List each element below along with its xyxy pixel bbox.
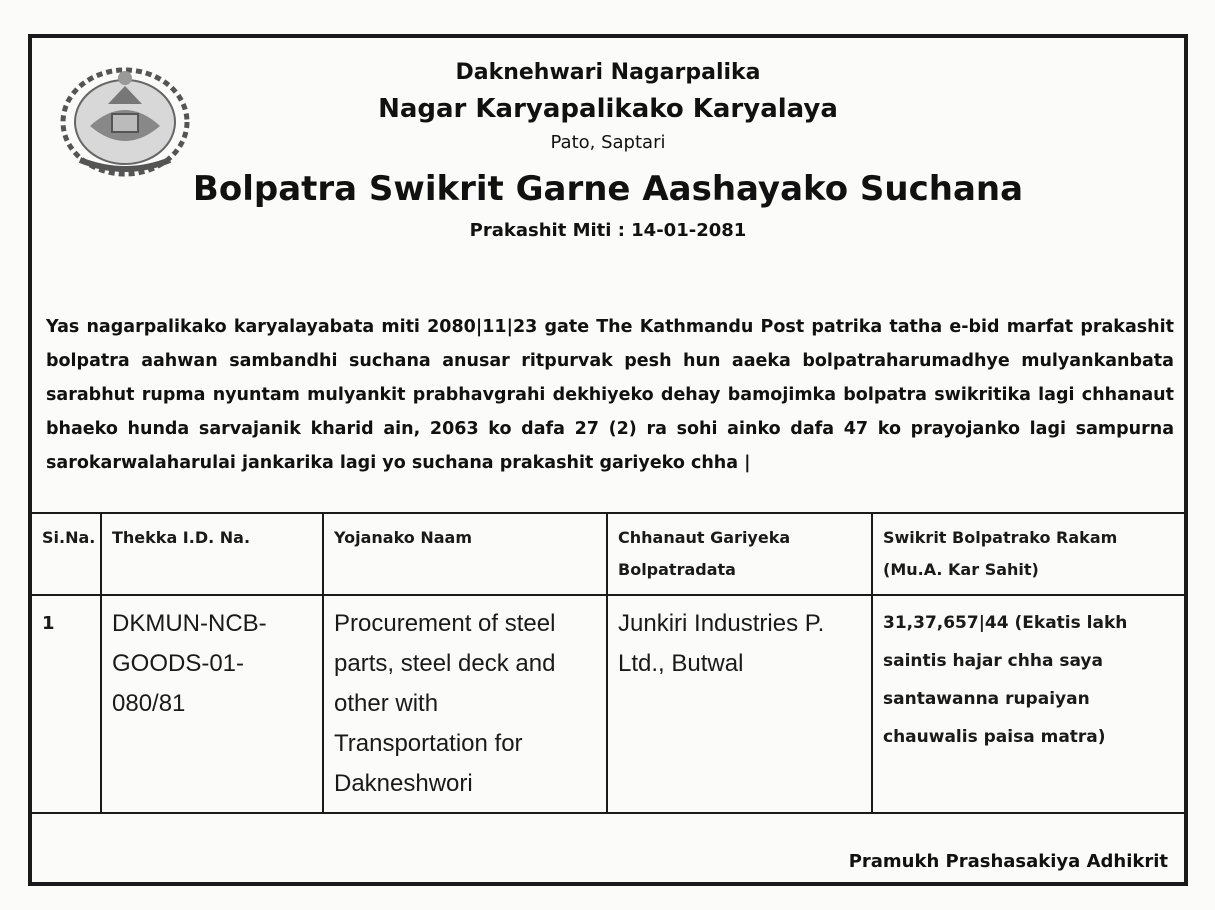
column-header-serial: Si.Na. [31,513,101,595]
cell-amount: 31,37,657|44 (Ekatis lakh saintis hajar chha saya santawanna rupaiyan chauwalis paisa matra) [872,595,1188,813]
office-subtitle: Nagar Karyapalikako Karyalaya [378,94,838,124]
notice-header [32,56,1184,244]
cell-project-name: Procurement of steel parts, steel deck and other with Transportation for Dakneshwori [323,595,607,813]
column-header-bidder: Chhanaut Gariyeka Bolpatradata [607,513,872,595]
cell-bidder: Junkiri Industries P. Ltd., Butwal [607,595,872,813]
award-table [30,512,1188,871]
signatory-title: Pramukh Prashasakiya Adhikrit [848,851,1168,872]
award-table-header-row [31,513,1188,595]
column-header-project-name: Yojanako Naam [323,513,607,595]
published-date: Prakashit Miti : 14-01-2081 [469,220,747,241]
office-location: Pato, Saptari [550,132,666,153]
cell-serial: 1 [31,595,101,813]
cell-contract-id: DKMUN-NCB-GOODS-01-080/81 [101,595,323,813]
notice-title: Bolpatra Swikrit Garne Aashayako Suchana [192,169,1024,209]
table-row [31,595,1188,813]
notice-body-paragraph: Yas nagarpalikako karyalayabata miti 2080|11|23 gate The Kathmandu Post patrika tatha e-bid marfat prakashit bolpatra aahwan sambandhi suchana anusar ritpurvak pesh hun aaeka bolpatraharumadhye mulyankanbata sarabhut rupma nyuntam mulyankit prabhavgrahi dekhiyeko dehay bamojimka bolpatra swikritika lagi chhanaut bhaeko hunda sarvajanik kharid ain, 2063 ko dafa 27 (2) ra sohi ainko dafa 47 ko prayojanko lagi sampurna sarokarwalaharulai jankarika lagi yo suchana prakashit gariyeko chha | [46,317,1174,473]
column-header-contract-id: Thekka I.D. Na. [101,513,323,595]
column-header-amount: Swikrit Bolpatrako Rakam (Mu.A. Kar Sahit) [872,513,1188,595]
notice-border-frame [28,34,1188,886]
office-name: Daknehwari Nagarpalika [455,60,761,85]
